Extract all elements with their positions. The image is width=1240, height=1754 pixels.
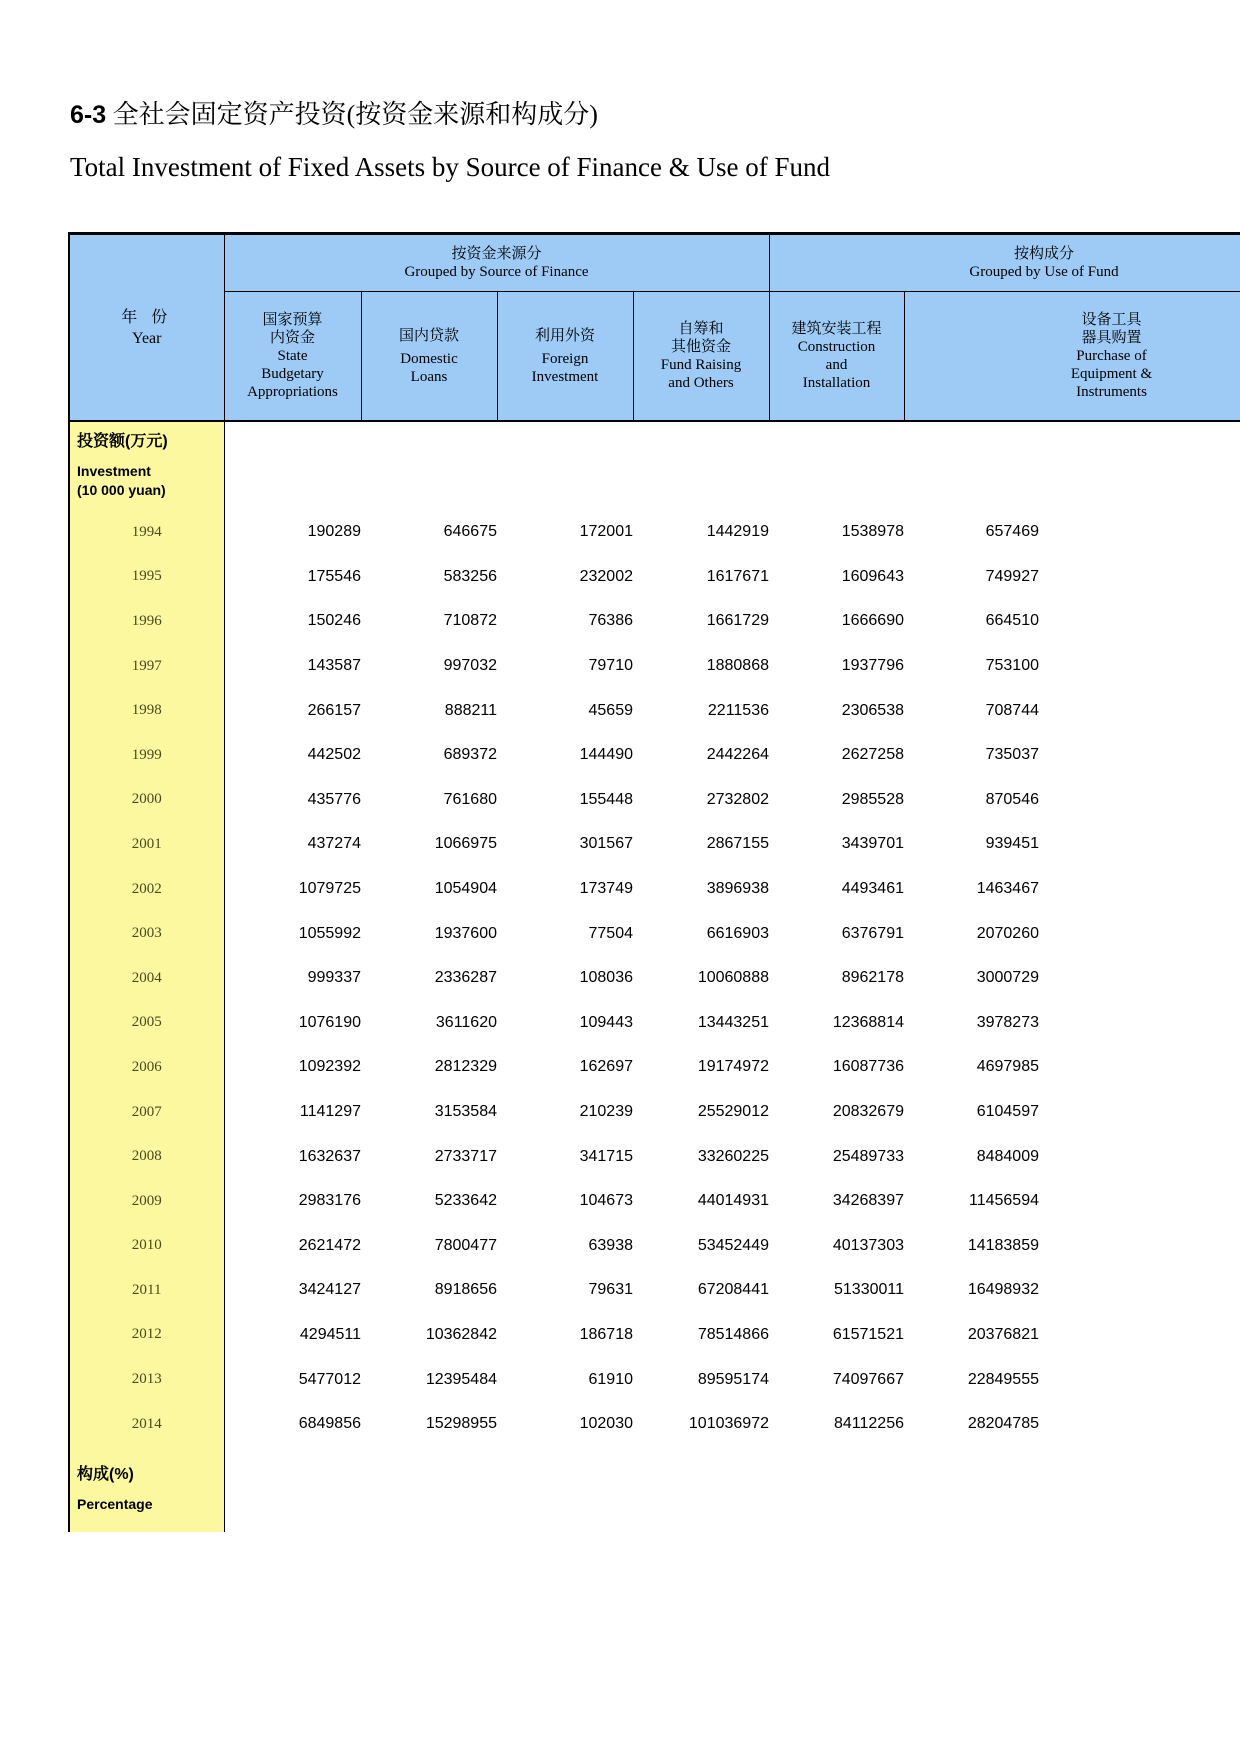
column-header-purchase-equipment: [904, 292, 1240, 422]
table-cell-value: 2070260: [904, 911, 1039, 956]
table-cell-value: 3153584: [361, 1090, 497, 1135]
table-cell-value: 1617671: [633, 555, 769, 600]
column-header-state-budgetary-cn1: 国家预算: [262, 312, 323, 328]
column-header-purchase-cn1: 设备工具: [1081, 312, 1142, 328]
column-header-foreign-investment-en2: Investment: [531, 368, 599, 385]
table-cell-value: 735037: [904, 733, 1039, 778]
table-cell-value: 8962178: [769, 956, 904, 1001]
table-cell-value: 301567: [497, 822, 633, 867]
column-header-year: [69, 234, 224, 422]
table-cell-value: 2306538: [769, 688, 904, 733]
table-cell-value: 33260225: [633, 1134, 769, 1179]
section-blank-cell: [224, 421, 361, 510]
table-row: [69, 867, 1240, 912]
section-label-investment-cn: 投资额(万元): [77, 433, 168, 450]
table-cell-value: 76386: [497, 599, 633, 644]
table-cell-overflow: [1039, 1090, 1240, 1135]
table-cell-value: 2733717: [361, 1134, 497, 1179]
section-blank-cell: [497, 421, 633, 510]
table-row: [69, 599, 1240, 644]
table-cell-overflow: [1039, 688, 1240, 733]
row-label-year: 1995: [69, 555, 224, 600]
section-label-investment: [69, 421, 224, 510]
table-cell-value: 1632637: [224, 1134, 361, 1179]
table-cell-overflow: [1039, 1001, 1240, 1046]
table-cell-value: 1066975: [361, 822, 497, 867]
table-cell-value: 4493461: [769, 867, 904, 912]
table-cell-overflow: [1039, 1313, 1240, 1358]
table-cell-value: 1442919: [633, 510, 769, 555]
table-cell-overflow: [1039, 1179, 1240, 1224]
column-header-state-budgetary-en1: State: [277, 348, 308, 364]
section-blank-cell: [633, 1446, 769, 1532]
section-blank-cell: [361, 421, 497, 510]
row-label-year: 2005: [69, 1001, 224, 1046]
table-cell-value: 1092392: [224, 1045, 361, 1090]
table-cell-value: 1666690: [769, 599, 904, 644]
table-cell-value: 210239: [497, 1090, 633, 1135]
table-cell-value: 186718: [497, 1313, 633, 1358]
table-cell-value: 89595174: [633, 1357, 769, 1402]
table-cell-value: 67208441: [633, 1268, 769, 1313]
row-label-year: 1996: [69, 599, 224, 644]
table-cell-value: 34268397: [769, 1179, 904, 1224]
table-cell-value: 341715: [497, 1134, 633, 1179]
table-cell-value: 20832679: [769, 1090, 904, 1135]
table-cell-overflow: [1039, 1268, 1240, 1313]
table-cell-value: 2983176: [224, 1179, 361, 1224]
section-label-percentage: [69, 1446, 224, 1532]
table-cell-value: 10060888: [633, 956, 769, 1001]
column-header-year-en: Year: [132, 329, 162, 347]
table-cell-value: 3896938: [633, 867, 769, 912]
column-header-domestic-loans-en1: Domestic: [400, 350, 458, 367]
table-cell-value: 108036: [497, 956, 633, 1001]
row-label-year: 2009: [69, 1179, 224, 1224]
column-header-foreign-investment-cn: 利用外资: [534, 327, 595, 344]
section-label-percentage-cn: 构成(%): [77, 1465, 134, 1483]
section-blank-cell: [769, 1446, 904, 1532]
table-cell-overflow: [1039, 911, 1240, 956]
table-cell-overflow: [1039, 1402, 1240, 1447]
column-header-construction-installation: [769, 292, 904, 422]
table-cell-overflow: [1039, 1224, 1240, 1269]
table-row: [69, 1045, 1240, 1090]
table-cell-value: 16087736: [769, 1045, 904, 1090]
table-cell-value: 3978273: [904, 1001, 1039, 1046]
column-header-domestic-loans-en2: Loans: [410, 368, 448, 385]
table-cell-value: 144490: [497, 733, 633, 778]
table-cell-overflow: [1039, 1357, 1240, 1402]
row-label-year: 2011: [69, 1268, 224, 1313]
column-header-domestic-loans: [361, 292, 497, 422]
group-header-use-of-fund: [769, 234, 1240, 292]
table-cell-value: 2621472: [224, 1224, 361, 1269]
table-cell-value: 761680: [361, 778, 497, 823]
column-header-fund-raising-cn2: 其他资金: [670, 339, 731, 355]
column-header-year-cn: 年 份: [121, 308, 173, 326]
table-cell-value: 266157: [224, 688, 361, 733]
table-cell-value: 84112256: [769, 1402, 904, 1447]
table-cell-value: 2627258: [769, 733, 904, 778]
row-label-year: 2002: [69, 867, 224, 912]
table-cell-value: 1937600: [361, 911, 497, 956]
table-cell-value: 6616903: [633, 911, 769, 956]
table-cell-value: 753100: [904, 644, 1039, 689]
table-cell-value: 1937796: [769, 644, 904, 689]
table-row: [69, 956, 1240, 1001]
column-header-fund-raising-cn1: 自筹和: [678, 321, 724, 337]
section-blank-cell: [361, 1446, 497, 1532]
column-header-purchase-en2: Equipment &: [1070, 366, 1153, 382]
column-header-construction-cn: 建筑安装工程: [791, 321, 882, 337]
section-blank-cell: [1039, 421, 1240, 510]
table-cell-value: 1463467: [904, 867, 1039, 912]
table-cell-value: 45659: [497, 688, 633, 733]
table-row: [69, 555, 1240, 600]
table-cell-value: 22849555: [904, 1357, 1039, 1402]
table-cell-overflow: [1039, 733, 1240, 778]
table-cell-value: 888211: [361, 688, 497, 733]
section-blank-cell: [497, 1446, 633, 1532]
column-header-construction-en1: Construction: [797, 339, 876, 355]
table-row: [69, 1313, 1240, 1358]
row-label-year: 2006: [69, 1045, 224, 1090]
table-cell-value: 583256: [361, 555, 497, 600]
table-cell-value: 10362842: [361, 1313, 497, 1358]
column-header-fund-raising-others: [633, 292, 769, 422]
table-cell-value: 1055992: [224, 911, 361, 956]
section-row-investment: [69, 421, 1240, 510]
table-cell-value: 232002: [497, 555, 633, 600]
section-blank-cell: [224, 1446, 361, 1532]
table-cell-value: 997032: [361, 644, 497, 689]
table-cell-value: 3611620: [361, 1001, 497, 1046]
group-header-use-en: Grouped by Use of Fund: [969, 264, 1119, 280]
table-cell-value: 190289: [224, 510, 361, 555]
table-header-group-row: [69, 234, 1240, 292]
row-label-year: 2001: [69, 822, 224, 867]
table-cell-value: 3439701: [769, 822, 904, 867]
table-cell-value: 61571521: [769, 1313, 904, 1358]
table-cell-value: 11456594: [904, 1179, 1039, 1224]
table-cell-value: 6376791: [769, 911, 904, 956]
table-cell-overflow: [1039, 555, 1240, 600]
column-header-fund-raising-en1: Fund Raising: [660, 357, 742, 373]
table-cell-value: 53452449: [633, 1224, 769, 1269]
table-cell-value: 1054904: [361, 867, 497, 912]
table-cell-overflow: [1039, 644, 1240, 689]
table-cell-value: 2442264: [633, 733, 769, 778]
section-blank-cell: [1039, 1446, 1240, 1532]
fixed-assets-investment-table: [68, 232, 1240, 1532]
table-row: [69, 688, 1240, 733]
table-row: [69, 1134, 1240, 1179]
table-header-column-row: [69, 292, 1240, 422]
table-cell-value: 20376821: [904, 1313, 1039, 1358]
table-cell-value: 435776: [224, 778, 361, 823]
page-title-chinese: [70, 96, 1070, 134]
table-cell-value: 1079725: [224, 867, 361, 912]
table-row: [69, 733, 1240, 778]
row-label-year: 2013: [69, 1357, 224, 1402]
table-row: [69, 1357, 1240, 1402]
table-cell-value: 710872: [361, 599, 497, 644]
table-cell-value: 1609643: [769, 555, 904, 600]
table-cell-value: 2336287: [361, 956, 497, 1001]
table-cell-value: 13443251: [633, 1001, 769, 1046]
table-cell-overflow: [1039, 822, 1240, 867]
table-row: [69, 644, 1240, 689]
table-cell-value: 63938: [497, 1224, 633, 1269]
table-cell-value: 162697: [497, 1045, 633, 1090]
table-cell-value: 6849856: [224, 1402, 361, 1447]
table-cell-value: 2985528: [769, 778, 904, 823]
section-blank-cell: [769, 421, 904, 510]
table-cell-value: 15298955: [361, 1402, 497, 1447]
row-label-year: 1998: [69, 688, 224, 733]
table-row: [69, 778, 1240, 823]
table-cell-value: 104673: [497, 1179, 633, 1224]
table-number: 6-3: [70, 101, 107, 129]
table-cell-value: 5477012: [224, 1357, 361, 1402]
column-header-purchase-en3: Instruments: [1076, 384, 1147, 400]
group-header-source-of-finance: [224, 234, 769, 292]
column-header-construction-en3: Installation: [802, 375, 871, 391]
table-row: [69, 1268, 1240, 1313]
row-label-year: 1999: [69, 733, 224, 778]
table-cell-value: 79710: [497, 644, 633, 689]
column-header-construction-en2: and: [825, 357, 848, 373]
table-cell-value: 175546: [224, 555, 361, 600]
group-header-use-cn: 按构成分: [1014, 246, 1075, 262]
section-row-percentage: [69, 1446, 1240, 1532]
table-cell-value: 1076190: [224, 1001, 361, 1046]
table-row: [69, 1402, 1240, 1447]
row-label-year: 2003: [69, 911, 224, 956]
table-body: [69, 510, 1240, 1446]
page-title-chinese-text: 全社会固定资产投资(按资金来源和构成分): [112, 100, 598, 129]
table-cell-overflow: [1039, 510, 1240, 555]
table-cell-value: 5233642: [361, 1179, 497, 1224]
table-cell-value: 708744: [904, 688, 1039, 733]
row-label-year: 2007: [69, 1090, 224, 1135]
column-header-purchase-cn2: 器具购置: [1081, 330, 1142, 346]
column-header-state-budgetary-en2: Budgetary: [261, 366, 324, 382]
table-cell-value: 143587: [224, 644, 361, 689]
section-blank-cell: [633, 421, 769, 510]
row-label-year: 2004: [69, 956, 224, 1001]
column-header-purchase-en1: Purchase of: [1076, 348, 1147, 364]
row-label-year: 1994: [69, 510, 224, 555]
column-header-state-budgetary-en3: Appropriations: [247, 384, 338, 400]
table-cell-value: 1141297: [224, 1090, 361, 1135]
table-cell-value: 1880868: [633, 644, 769, 689]
table-cell-overflow: [1039, 778, 1240, 823]
table-cell-overflow: [1039, 599, 1240, 644]
table-cell-value: 40137303: [769, 1224, 904, 1269]
table-cell-value: 150246: [224, 599, 361, 644]
section-blank-cell: [904, 1446, 1039, 1532]
table-cell-value: 8918656: [361, 1268, 497, 1313]
table-row: [69, 510, 1240, 555]
column-header-foreign-investment-en1: Foreign: [541, 350, 589, 367]
table-cell-value: 689372: [361, 733, 497, 778]
table-cell-value: 8484009: [904, 1134, 1039, 1179]
table-cell-value: 437274: [224, 822, 361, 867]
table-cell-value: 79631: [497, 1268, 633, 1313]
row-label-year: 2010: [69, 1224, 224, 1269]
page-title-block: [70, 96, 1070, 187]
column-header-foreign-investment: [497, 292, 633, 422]
table-row: [69, 1090, 1240, 1135]
table-cell-value: 1661729: [633, 599, 769, 644]
row-label-year: 2014: [69, 1402, 224, 1447]
table-cell-value: 74097667: [769, 1357, 904, 1402]
group-header-source-cn: 按资金来源分: [451, 246, 542, 262]
table-cell-value: 7800477: [361, 1224, 497, 1269]
group-header-source-en: Grouped by Source of Finance: [404, 264, 589, 280]
table-cell-value: 101036972: [633, 1402, 769, 1447]
row-label-year: 2008: [69, 1134, 224, 1179]
table-cell-value: 664510: [904, 599, 1039, 644]
table-cell-value: 12368814: [769, 1001, 904, 1046]
table-cell-value: 25529012: [633, 1090, 769, 1135]
column-header-fund-raising-en2: and Others: [668, 375, 734, 391]
table-cell-value: 77504: [497, 911, 633, 956]
table-cell-value: 172001: [497, 510, 633, 555]
column-header-state-budgetary: [224, 292, 361, 422]
table-row: [69, 911, 1240, 956]
table-cell-value: 2732802: [633, 778, 769, 823]
row-label-year: 1997: [69, 644, 224, 689]
table-cell-value: 999337: [224, 956, 361, 1001]
column-header-state-budgetary-cn2: 内资金: [269, 330, 315, 346]
table-cell-value: 6104597: [904, 1090, 1039, 1135]
row-label-year: 2000: [69, 778, 224, 823]
table-cell-value: 2867155: [633, 822, 769, 867]
table-cell-overflow: [1039, 1134, 1240, 1179]
table-cell-value: 51330011: [769, 1268, 904, 1313]
table-cell-value: 28204785: [904, 1402, 1039, 1447]
table-cell-value: 155448: [497, 778, 633, 823]
table-cell-value: 3000729: [904, 956, 1039, 1001]
row-label-year: 2012: [69, 1313, 224, 1358]
table-cell-value: 657469: [904, 510, 1039, 555]
table-cell-overflow: [1039, 867, 1240, 912]
table-row: [69, 1179, 1240, 1224]
table-row: [69, 1224, 1240, 1269]
statistics-table-wrapper: [68, 232, 1240, 1532]
section-label-investment-en1: Investment: [77, 463, 151, 479]
table-cell-value: 870546: [904, 778, 1039, 823]
section-blank-cell: [904, 421, 1039, 510]
table-cell-value: 12395484: [361, 1357, 497, 1402]
table-cell-value: 173749: [497, 867, 633, 912]
table-cell-value: 1538978: [769, 510, 904, 555]
section-label-percentage-en1: Percentage: [77, 1495, 153, 1512]
table-row: [69, 1001, 1240, 1046]
table-cell-overflow: [1039, 956, 1240, 1001]
table-cell-value: 4697985: [904, 1045, 1039, 1090]
table-cell-value: 61910: [497, 1357, 633, 1402]
table-cell-value: 646675: [361, 510, 497, 555]
table-cell-value: 442502: [224, 733, 361, 778]
table-cell-value: 25489733: [769, 1134, 904, 1179]
table-cell-value: 14183859: [904, 1224, 1039, 1269]
page-title-english: Total Investment of Fixed Assets by Source of Finance & Use of Fund: [70, 152, 831, 182]
table-cell-value: 749927: [904, 555, 1039, 600]
table-cell-value: 2812329: [361, 1045, 497, 1090]
table-cell-value: 19174972: [633, 1045, 769, 1090]
table-cell-value: 2211536: [633, 688, 769, 733]
table-cell-value: 78514866: [633, 1313, 769, 1358]
table-cell-value: 102030: [497, 1402, 633, 1447]
table-cell-value: 939451: [904, 822, 1039, 867]
table-cell-value: 4294511: [224, 1313, 361, 1358]
table-row: [69, 822, 1240, 867]
table-cell-value: 3424127: [224, 1268, 361, 1313]
table-cell-overflow: [1039, 1045, 1240, 1090]
column-header-domestic-loans-cn: 国内贷款: [398, 327, 459, 344]
table-cell-value: 44014931: [633, 1179, 769, 1224]
section-label-investment-en2: (10 000 yuan): [77, 482, 166, 498]
table-cell-value: 16498932: [904, 1268, 1039, 1313]
table-cell-value: 109443: [497, 1001, 633, 1046]
